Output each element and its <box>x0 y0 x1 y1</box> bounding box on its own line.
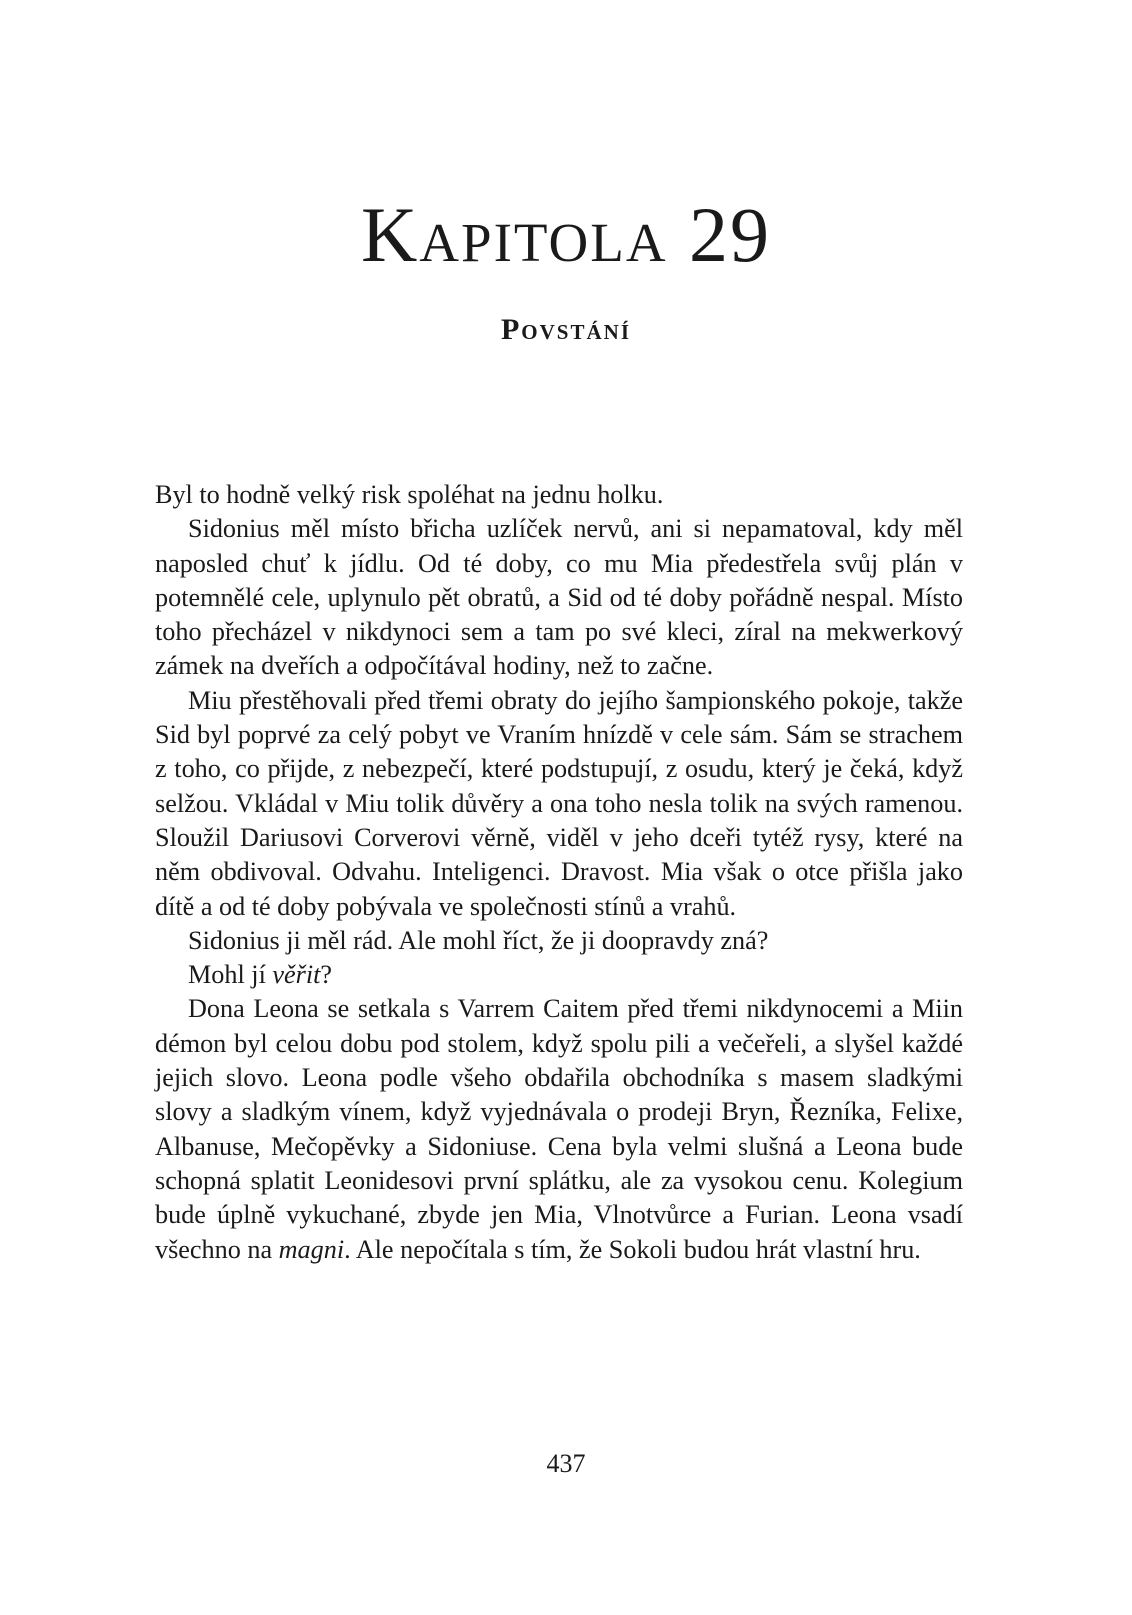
paragraph: Sidonius měl místo břicha uzlíček nervů, ani si nepamatoval, kdy měl naposled chuť k jídlu. Od té doby, co mu Mia předestřela svůj plán v potemnělé cele, uplynulo pět obratů, a Sid od té doby pořádně nespal. Místo toho přecházel v nikdynoci sem a tam po své kleci, zíral na mekwerkový zámek na dveřích a odpočítával hodiny, než to začne. <box>155 514 963 681</box>
paragraph <box>155 992 963 1266</box>
paragraph-text: ? <box>320 960 333 990</box>
chapter-title: Kapitola 29 <box>360 191 772 278</box>
paragraph: Byl to hodně velký risk spoléhat na jednu holku. <box>155 480 664 509</box>
body-text <box>155 478 963 1267</box>
paragraph: Sidonius ji měl rád. Ale mohl říct, že ji doopravdy zná? <box>188 925 769 955</box>
paragraph-text: Dona Leona se setkala s Varrem Caitem před třemi nikdynocemi a Miin démon byl celou dobu pod stolem, když spolu pili a večeřeli, a slyšel každé jejich slovo. Leona podle všeho obdařila obchodníka s masem sladkými slovy a sladkým vínem, když vyjednávala o prodeji Bryn, Řezníka, Felixe, Albanuse, Mečopěvky a Sidoniuse. Cena byla velmi slušná a Leona bude schopná splatit Leonidesovi první splátku, ale za vysokou cenu. Kolegium bude úplně vykuchané, zbyde jen Mia, Vlnotvůrce a Furian. Leona vsadí všechno na <box>155 994 963 1264</box>
page-number: 437 <box>546 1449 586 1478</box>
chapter-subtitle: Povstání <box>500 313 631 346</box>
paragraph: Miu přestěhovali před třemi obraty do jejího šampionského pokoje, takže Sid byl poprvé za celý pobyt ve Vraním hnízdě v cele sám. Sám se strachem z toho, co přijde, z nebezpečí, které podstupují, z osudu, který je čeká, když selžou. Vkládal v Miu tolik důvěry a ona toho nesla tolik na svých ramenou. Sloužil Dariusovi Corverovi věrně, viděl v jeho dceři tytéž rysy, které na něm obdivoval. Odvahu. Inteligenci. Dravost. Mia však o otce přišla jako dítě a od té doby pobývala ve společnosti stínů a vrahů. <box>155 685 963 921</box>
paragraph <box>155 958 963 992</box>
emphasis: magni <box>278 1234 345 1264</box>
paragraph-text: Mohl jí <box>188 960 273 990</box>
emphasis: věřit <box>272 960 321 990</box>
paragraph-text: . Ale nepočítala s tím, že Sokoli budou hrát vlastní hru. <box>344 1234 921 1264</box>
